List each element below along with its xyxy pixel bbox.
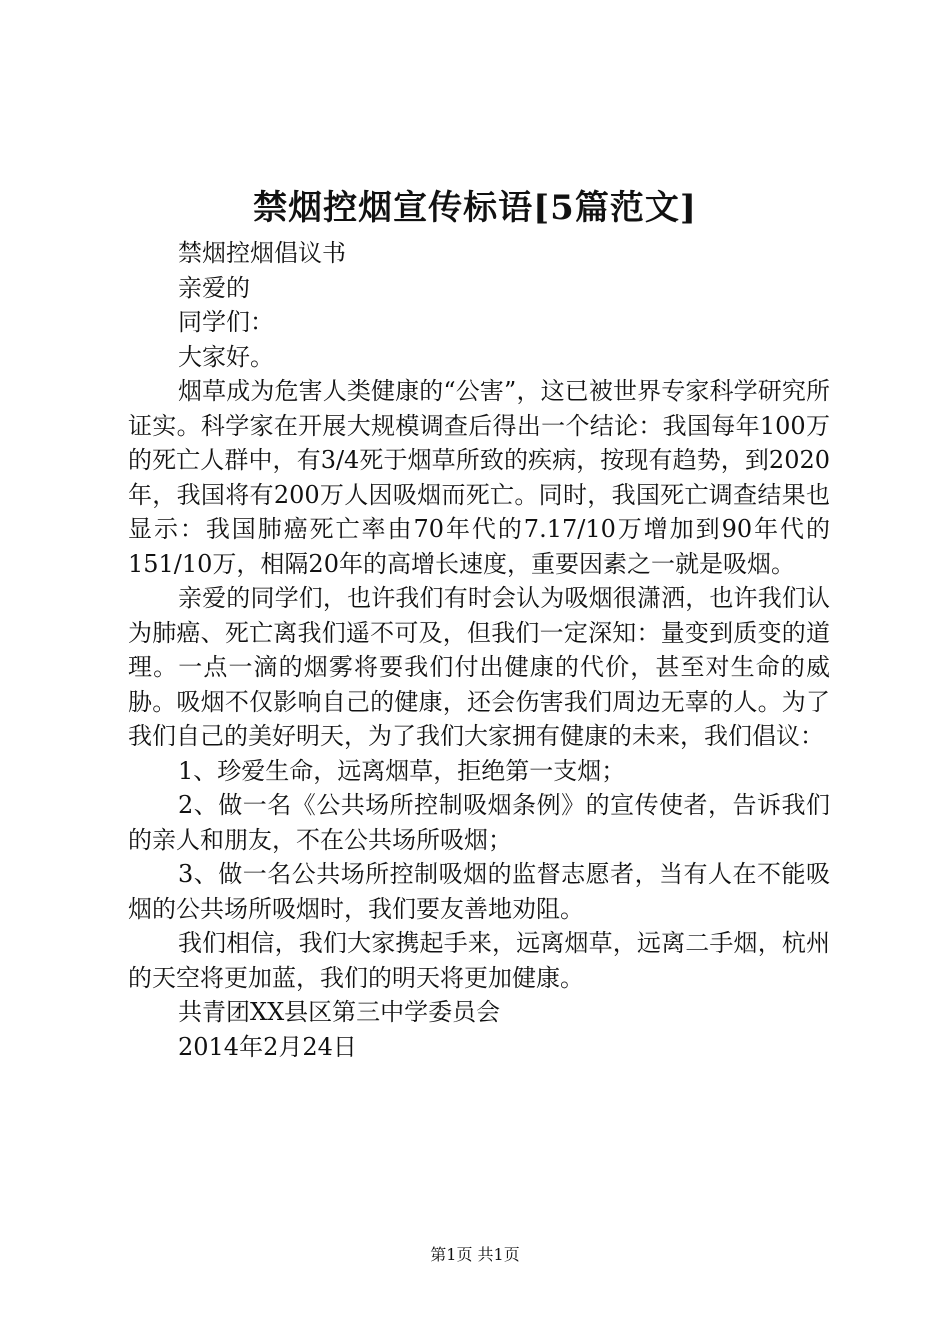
paragraph-item-3: 3、做一名公共场所控制吸烟的监督志愿者，当有人在不能吸烟的公共场所吸烟时，我们要友善地劝阻。 (128, 860, 830, 923)
paragraph-tobacco-harm: 烟草成为危害人类健康的“公害”，这已被世界专家科学研究所证实。科学家在开展大规模调查后得出一个结论：我国每年100万的死亡人群中，有3/4死于烟草所致的疾病，按现有趋势，到2020年，我国将有200万人因吸烟而死亡。同时，我国死亡调查结果也显示：我国肺癌死亡率由70年代的7.17/10万增加到90年代的151/10万，相隔20年的高增长速度，重要因素之一就是吸烟。 (128, 377, 830, 578)
paragraph-closing: 我们相信，我们大家携起手来，远离烟草，远离二手烟，杭州的天空将更加蓝，我们的明天将更加健康。 (128, 929, 830, 992)
paragraph-appeal: 亲爱的同学们，也许我们有时会认为吸烟很潇洒，也许我们认为肺癌、死亡离我们遥不可及，但我们一定深知：量变到质变的道理。一点一滴的烟雾将要我们付出健康的代价，甚至对生命的威胁。吸烟不仅影响自己的健康，还会伤害我们周边无辜的人。为了我们自己的美好明天，为了我们大家拥有健康的未来，我们倡议： (128, 584, 830, 750)
paragraph-item-1: 1、珍爱生命，远离烟草，拒绝第一支烟； (178, 756, 626, 785)
paragraph-signature: 共青团XX县区第三中学委员会 (178, 998, 501, 1026)
paragraph-item-2: 2、做一名《公共场所控制吸烟条例》的宣传使者，告诉我们的亲人和朋友，不在公共场所吸烟； (128, 791, 830, 854)
document-title: 禁烟控烟宣传标语[5篇范文] (253, 188, 697, 228)
paragraph-proposal-heading: 禁烟控烟倡议书 (178, 239, 346, 267)
paragraph-greeting: 大家好。 (178, 342, 274, 371)
paragraph-date: 2014年2月24日 (178, 1032, 357, 1061)
paragraph-salutation-line1: 亲爱的 (178, 273, 250, 302)
paragraph-salutation-line2: 同学们： (178, 308, 274, 336)
page-number-footer: 第1页 共1页 (430, 1245, 520, 1264)
document-body (128, 236, 830, 1064)
